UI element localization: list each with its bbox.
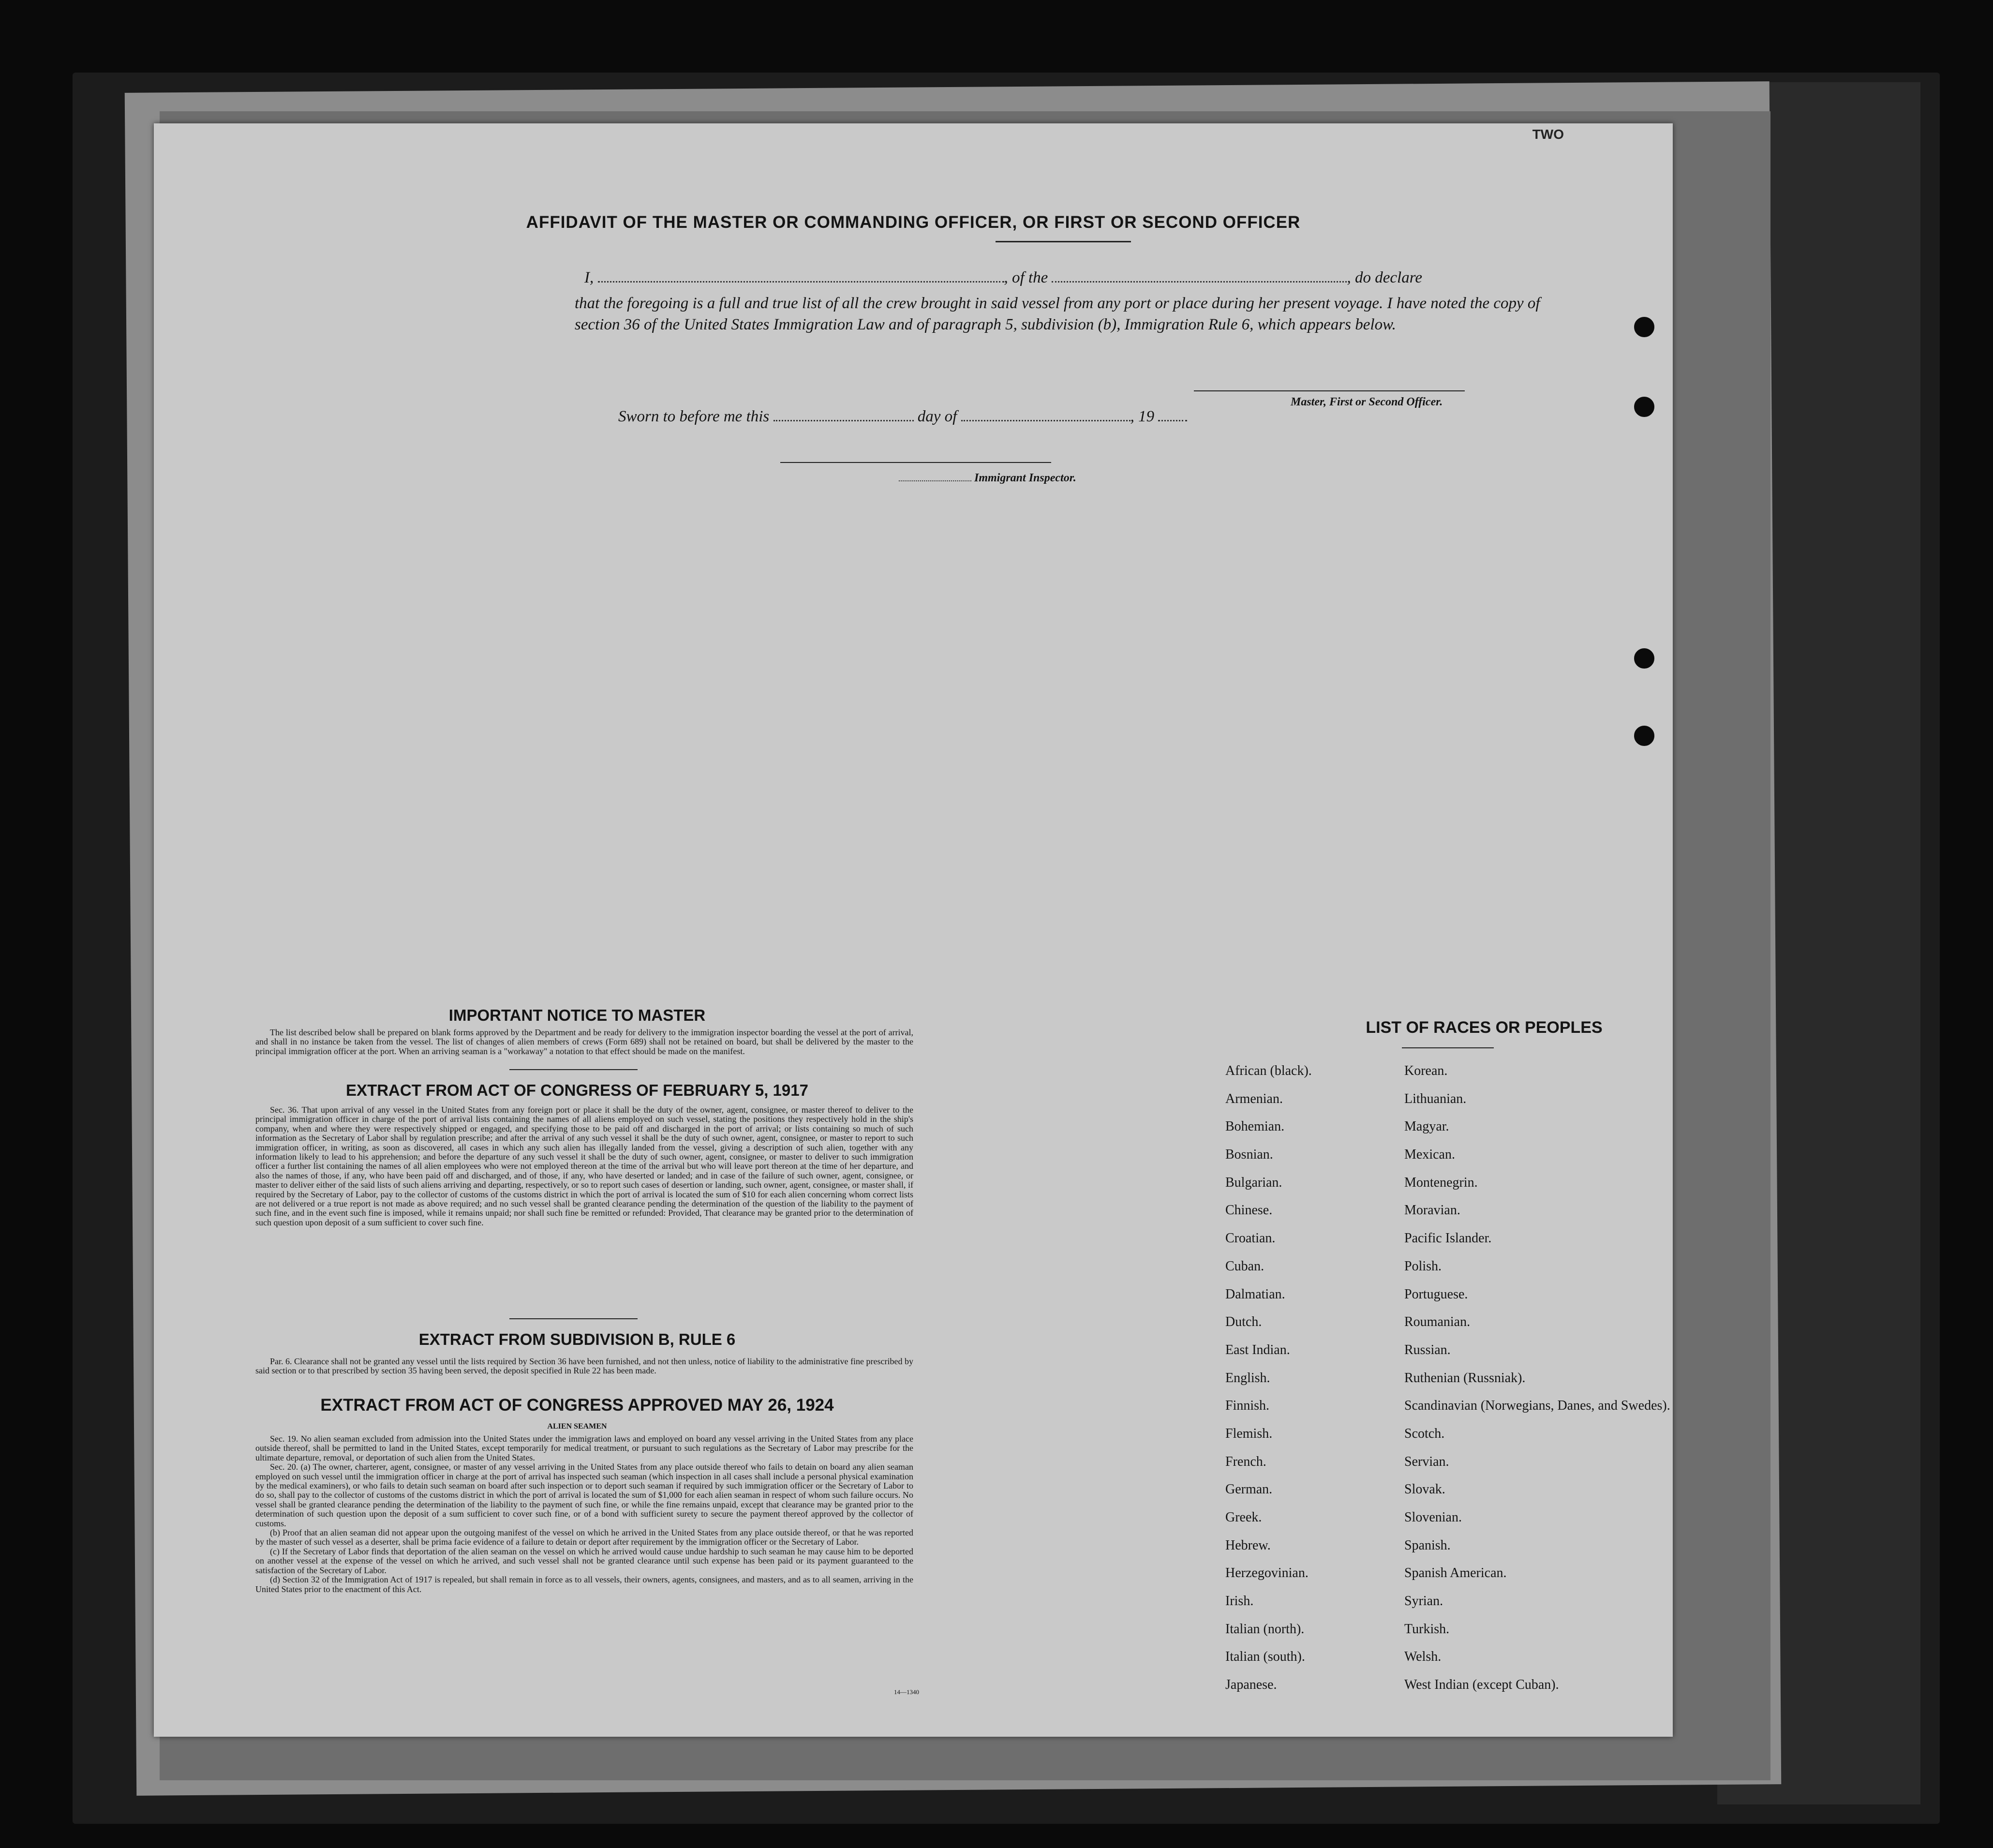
race-item: English. <box>1225 1370 1270 1386</box>
extract-1917-text: Sec. 36. That upon arrival of any vessel in the United States from any foreign port or place it shall be the duty of the owner, agent, consignee, or master thereof to deliver to the principal immigration officer in charge of the port of arrival lists containing the names of all aliens employed on such vessel, stating the positions they respectively hold in the ship's company, when and where they were respectively shipped or engaged, and specifying those to be paid off and discharged in the port of arrival; or lists containing so much of such information as the Secretary of Labor shall by regulation prescribe; and after the arrival of any such vessel it shall be the duty of such owner, agent, consignee, or master to report to such immigration officer, in writing, as soon as discovered, all cases in which any such alien has illegally landed from the vessel, giving a description of such alien, together with any information likely to lead to his apprehension; and before the departure of any such vessel it shall be the duty of such owner, agent, consignee, or master to deliver to such immigration officer a further list containing the names of all alien employees who were not employed thereon at the time of the arrival but who will leave port thereon at the time of her departure, and also the names of those, if any, who have been paid off and discharged, and of those, if any, who have deserted or landed; and in case of the failure of such owner, agent, consignee, or master to deliver either of the said lists of such aliens arriving and departing, respectively, or so to report such cases of desertion or landing, such owner, agent, consignee, or master shall, if required by the Secretary of Labor, pay to the collector of customs of the customs district in which the port of arrival is located the sum of $10 for each alien concerning whom correct lists are not delivered or a true report is not made as above required; and no such vessel shall be granted clearance pending the determination of the question of the liability to the payment of such fine, and in the event such fine is imposed, while it remains unpaid; nor shall such fine be remitted or refunded: Provided, That clearance may be granted prior to the determination of such question upon deposit of a sum sufficient to cover such fine. <box>255 1105 913 1227</box>
extract-1917-title: EXTRACT FROM ACT OF CONGRESS OF FEBRUARY 5, 1917 <box>346 1081 808 1099</box>
races-left-column <box>1225 1057 1312 1699</box>
race-item: Bosnian. <box>1225 1147 1273 1162</box>
race-item: Turkish. <box>1404 1621 1450 1637</box>
race-item: Korean. <box>1404 1063 1448 1078</box>
binder-hole-icon <box>1634 317 1654 337</box>
race-item: Dalmatian. <box>1225 1286 1285 1302</box>
name-field[interactable] <box>598 268 1004 283</box>
race-item: East Indian. <box>1225 1342 1290 1357</box>
race-item: Spanish. <box>1404 1537 1451 1553</box>
alien-seamen-subtitle: ALIEN SEAMEN <box>547 1422 607 1431</box>
declaration-line: I, , of the , do declare <box>584 269 1422 286</box>
notice-text: The list described below shall be prepared on blank forms approved by the Department and be ready for delivery to the immigration inspector boarding the vessel at the port of arrival, and shall in no instance be taken from the vessel. The list of changes of alien members of crews (Form 689) shall not be retained on board, but shall be delivered by the master to the principal immigration officer at the port. When an arriving seaman is a "workaway" a notation to that effect should be made on the manifest. <box>255 1028 913 1056</box>
race-item: Hebrew. <box>1225 1537 1271 1553</box>
vessel-field[interactable] <box>1052 268 1347 283</box>
sworn-day-field[interactable] <box>773 407 914 421</box>
master-signature-line[interactable] <box>1194 390 1465 391</box>
binder-hole-icon <box>1634 397 1654 417</box>
sworn-line: Sworn to before me this day of , 19 <box>618 407 1392 426</box>
race-item: Scandinavian (Norwegians, Danes, and Swedes). <box>1404 1398 1670 1414</box>
race-item: Moravian. <box>1404 1203 1460 1218</box>
section-20a: Sec. 20. (a) The owner, charterer, agent, consignee, or master of any vessel arriving in the United States from any place outside thereof who fails to detain on board any alien seaman employed on such vessel until the immigration officer in charge at the port of arrival has inspected such seaman (which inspection in all cases shall include a personal physical examination by the medical examiners), or who fails to detain such seaman on board after such inspection or to deport such seaman if required by such immigration officer or the Secretary of Labor to do so, shall pay to the collector of customs of the customs district in which the port of arrival is located the sum of $1,000 for each alien seaman in respect of whom such failure occurs. No vessel shall be granted clearance pending the determination of the liability to the payment of such fine, or while the fine remains unpaid, except that clearance may be granted prior to the determination of such question upon the deposit of a sum sufficient to cover such fine, or of a bond with sufficient surety to secure the payment thereof approved by the collector of customs. <box>255 1462 913 1528</box>
race-item: Japanese. <box>1225 1677 1277 1693</box>
race-item: Dutch. <box>1225 1314 1262 1330</box>
race-item: West Indian (except Cuban). <box>1404 1677 1559 1693</box>
race-item: Irish. <box>1225 1594 1254 1609</box>
document-page <box>154 123 1673 1737</box>
race-item: Italian (north). <box>1225 1621 1305 1637</box>
race-item: Italian (south). <box>1225 1649 1305 1665</box>
race-item: German. <box>1225 1482 1273 1497</box>
race-item: Lithuanian. <box>1404 1091 1467 1106</box>
binder-hole-icon <box>1634 726 1654 746</box>
race-item: Roumanian. <box>1404 1314 1471 1330</box>
race-item: Servian. <box>1404 1454 1449 1469</box>
rule6-text: Par. 6. Clearance shall not be granted any vessel until the lists required by Section 36 have been furnished, and not then unless, notice of liability to the administrative fine prescribed by said section or to that prescribed by section 35 having been served, the deposit specified in Rule 22 has been made. <box>255 1356 913 1376</box>
rule6-title: EXTRACT FROM SUBDIVISION B, RULE 6 <box>418 1330 736 1348</box>
extract-1917-rule <box>509 1318 638 1319</box>
extract-1924-title: EXTRACT FROM ACT OF CONGRESS APPROVED MAY 26, 1924 <box>320 1396 834 1415</box>
sworn-month-field[interactable] <box>961 407 1130 421</box>
races-rule <box>1402 1047 1494 1048</box>
race-item: Montenegrin. <box>1404 1175 1478 1190</box>
race-item: Bulgarian. <box>1225 1175 1282 1190</box>
race-item: Welsh. <box>1404 1649 1442 1665</box>
race-item: Polish. <box>1404 1258 1442 1274</box>
race-item: Slovenian. <box>1404 1510 1462 1525</box>
section-20d: (d) Section 32 of the Immigration Act of 1917 is repealed, but shall remain in force as to all vessels, their owners, agents, consignees, and masters, and as to all seamen, arriving in the United States prior to the enactment of this Act. <box>255 1575 913 1594</box>
inspector-signature-label: Immigrant Inspector. <box>899 472 1076 485</box>
notice-rule <box>509 1069 638 1070</box>
notice-title: IMPORTANT NOTICE TO MASTER <box>448 1006 706 1024</box>
sworn-year-field[interactable] <box>1158 407 1187 421</box>
race-item: Pacific Islander. <box>1404 1231 1492 1246</box>
affidavit-body: that the foregoing is a full and true list of all the crew brought in said vessel from any port or place during her present voyage. I have noted the copy of section 36 of the United States Immigration Law and of paragraph 5, subdivision (b), Immigration Rule 6, which appears below. <box>575 295 1540 333</box>
race-item: Cuban. <box>1225 1258 1264 1274</box>
race-item: Flemish. <box>1225 1426 1273 1441</box>
race-item: Russian. <box>1404 1342 1451 1357</box>
race-item: French. <box>1225 1454 1266 1469</box>
race-item: Spanish American. <box>1404 1565 1507 1581</box>
race-item: Portuguese. <box>1404 1286 1468 1302</box>
race-item: Magyar. <box>1404 1119 1449 1134</box>
inspector-signature-line[interactable] <box>780 462 1051 463</box>
extract-1924-text <box>255 1434 913 1594</box>
section-20c: (c) If the Secretary of Labor finds that deportation of the alien seaman on the vessel on which he arrived would cause undue hardship to such seaman he may cause him to be deported on another vessel at the expense of the vessel on which he arrived, and such vessel shall not be granted clearance until such expense has been paid or its payment guaranteed to the satisfaction of the Secretary of Labor. <box>255 1546 913 1575</box>
race-item: African (black). <box>1225 1063 1312 1078</box>
race-item: Slovak. <box>1404 1482 1445 1497</box>
section-20b: (b) Proof that an alien seaman did not appear upon the outgoing manifest of the vessel on which he arrived in the United States from any place outside thereof, or that he was reported by the master of such vessel as a deserter, shall be prima facie evidence of a failure to detain or deport after requirement by the immigration officer or the Secretary of Labor. <box>255 1528 913 1547</box>
page-label: TWO <box>1532 127 1564 142</box>
race-item: Chinese. <box>1225 1203 1273 1218</box>
binder-hole-icon <box>1634 648 1654 669</box>
race-item: Mexican. <box>1404 1147 1455 1162</box>
affidavit-title: AFFIDAVIT OF THE MASTER OR COMMANDING OFFICER, OR FIRST OR SECOND OFFICER <box>526 213 1301 232</box>
race-item: Syrian. <box>1404 1594 1443 1609</box>
race-item: Bohemian. <box>1225 1119 1285 1134</box>
title-rule <box>996 241 1131 242</box>
race-item: Ruthenian (Russniak). <box>1404 1370 1526 1386</box>
race-item: Finnish. <box>1225 1398 1270 1414</box>
race-item: Armenian. <box>1225 1091 1283 1106</box>
master-signature-label: Master, First or Second Officer. <box>1291 396 1443 408</box>
race-item: Croatian. <box>1225 1231 1276 1246</box>
race-item: Greek. <box>1225 1510 1262 1525</box>
races-title: LIST OF RACES OR PEOPLES <box>1366 1018 1603 1037</box>
race-item: Herzegovinian. <box>1225 1565 1309 1581</box>
race-item: Scotch. <box>1404 1426 1445 1441</box>
print-code: 14—1340 <box>894 1688 919 1696</box>
races-right-column <box>1404 1057 1670 1699</box>
section-19: Sec. 19. No alien seaman excluded from admission into the United States under the immigration laws and employed on board any vessel arriving in the United States from any place outside thereof, shall be permitted to land in the United States, except temporarily for medical treatment, or pursuant to such regulations as the Secretary of Labor may prescribe for the ultimate departure, removal, or deportation of such alien from the United States. <box>255 1434 913 1462</box>
